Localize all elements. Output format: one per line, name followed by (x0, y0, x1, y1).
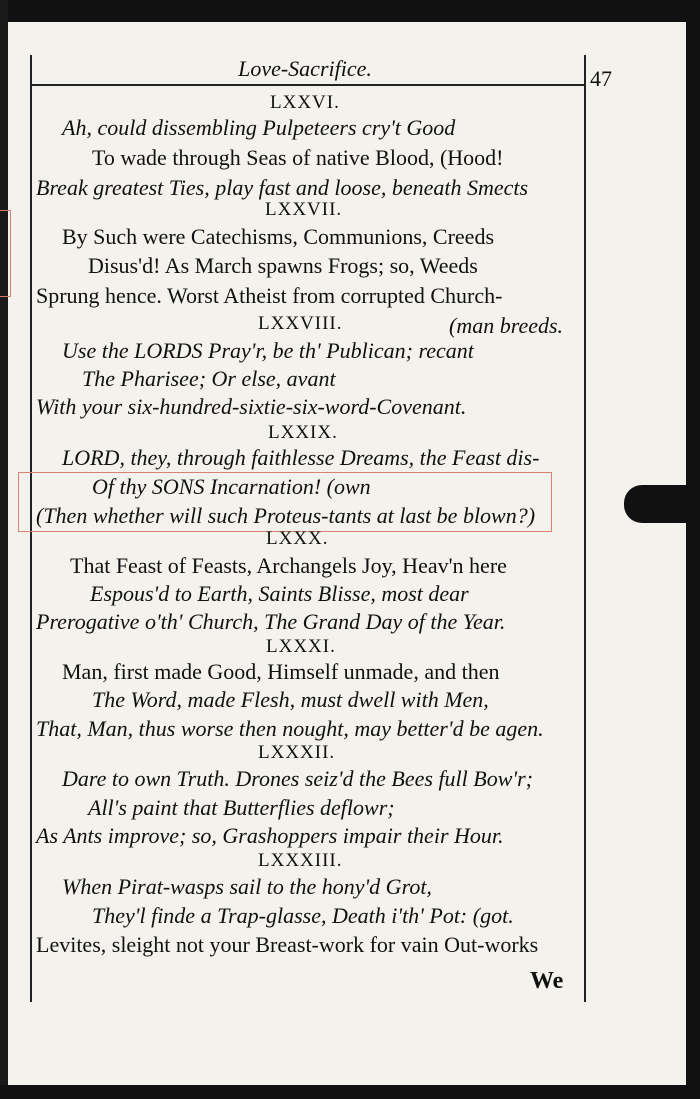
header-rule (30, 84, 584, 86)
page-number: 47 (590, 66, 612, 91)
stanza-heading: LXXXII. (258, 742, 336, 763)
stanza-heading: LXXVIII. (258, 313, 343, 334)
verse-line: Break greatest Ties, play fast and loose, beneath Smects (36, 175, 529, 200)
verse-line: Ah, could dissembling Pulpeteers cry't Good (62, 115, 456, 140)
verse-line: To wade through Seas of native Blood, (Hood! (92, 145, 504, 170)
scan-border-right (686, 0, 700, 1099)
scan-border-top (0, 0, 700, 22)
running-title: Love-Sacrifice. (238, 56, 372, 81)
verse-line: As Ants improve; so, Grashoppers impair their Hour. (36, 823, 504, 848)
verse-line: Disus'd! As March spawns Frogs; so, Weeds (88, 253, 478, 278)
ink-blot (624, 485, 700, 523)
verse-line: Of thy SONS Incarnation! (own (92, 474, 371, 499)
verse-line-tail: (man breeds. (449, 313, 564, 338)
verse-line: Levites, sleight not your Breast-work for vain Out-works (36, 932, 539, 957)
verse-line: The Pharisee; Or else, avant (82, 366, 336, 391)
verse-line: (Then whether will such Proteus-tants at last be blown?) (36, 503, 536, 528)
stanza-heading: LXXXIII. (258, 850, 343, 871)
verse-line: All's paint that Butterflies deflowr; (88, 795, 395, 820)
verse-line: By Such were Catechisms, Communions, Creeds (62, 224, 495, 249)
stanza-heading: LXXVI. (270, 92, 340, 113)
verse-line: Sprung hence. Worst Atheist from corrupted Church- (36, 283, 503, 308)
catchword: We (530, 968, 564, 994)
verse-line: LORD, they, through faithlesse Dreams, the Feast dis- (62, 445, 540, 470)
verse-line: They'l finde a Trap-glasse, Death i'th' Pot: (got. (92, 903, 514, 928)
stanza-heading: LXXIX. (268, 422, 338, 443)
verse-line: When Pirat-wasps sail to the hony'd Grot, (62, 874, 432, 899)
scan-border-left (0, 0, 8, 1099)
verse-line: That, Man, thus worse then nought, may better'd be agen. (36, 716, 544, 741)
stanza-heading: LXXXI. (266, 636, 336, 657)
verse-line: Prerogative o'th' Church, The Grand Day of the Year. (36, 609, 506, 634)
verse-line: Espous'd to Earth, Saints Blisse, most dear (90, 581, 469, 606)
stanza-heading: LXXVII. (265, 199, 343, 220)
stanza-heading: LXXX. (266, 528, 329, 549)
scan-border-bottom (0, 1085, 700, 1099)
margin-highlight-mark (0, 210, 11, 297)
verse-line: Dare to own Truth. Drones seiz'd the Bees full Bow'r; (62, 766, 533, 791)
verse-line: Use the LORDS Pray'r, be th' Publican; recant (62, 338, 474, 363)
verse-line: Man, first made Good, Himself unmade, and then (62, 659, 500, 684)
verse-line: With your six-hundred-sixtie-six-word-Covenant. (36, 394, 467, 419)
verse-line: The Word, made Flesh, must dwell with Men, (92, 687, 489, 712)
verse-line: That Feast of Feasts, Archangels Joy, Heav'n here (70, 553, 507, 578)
